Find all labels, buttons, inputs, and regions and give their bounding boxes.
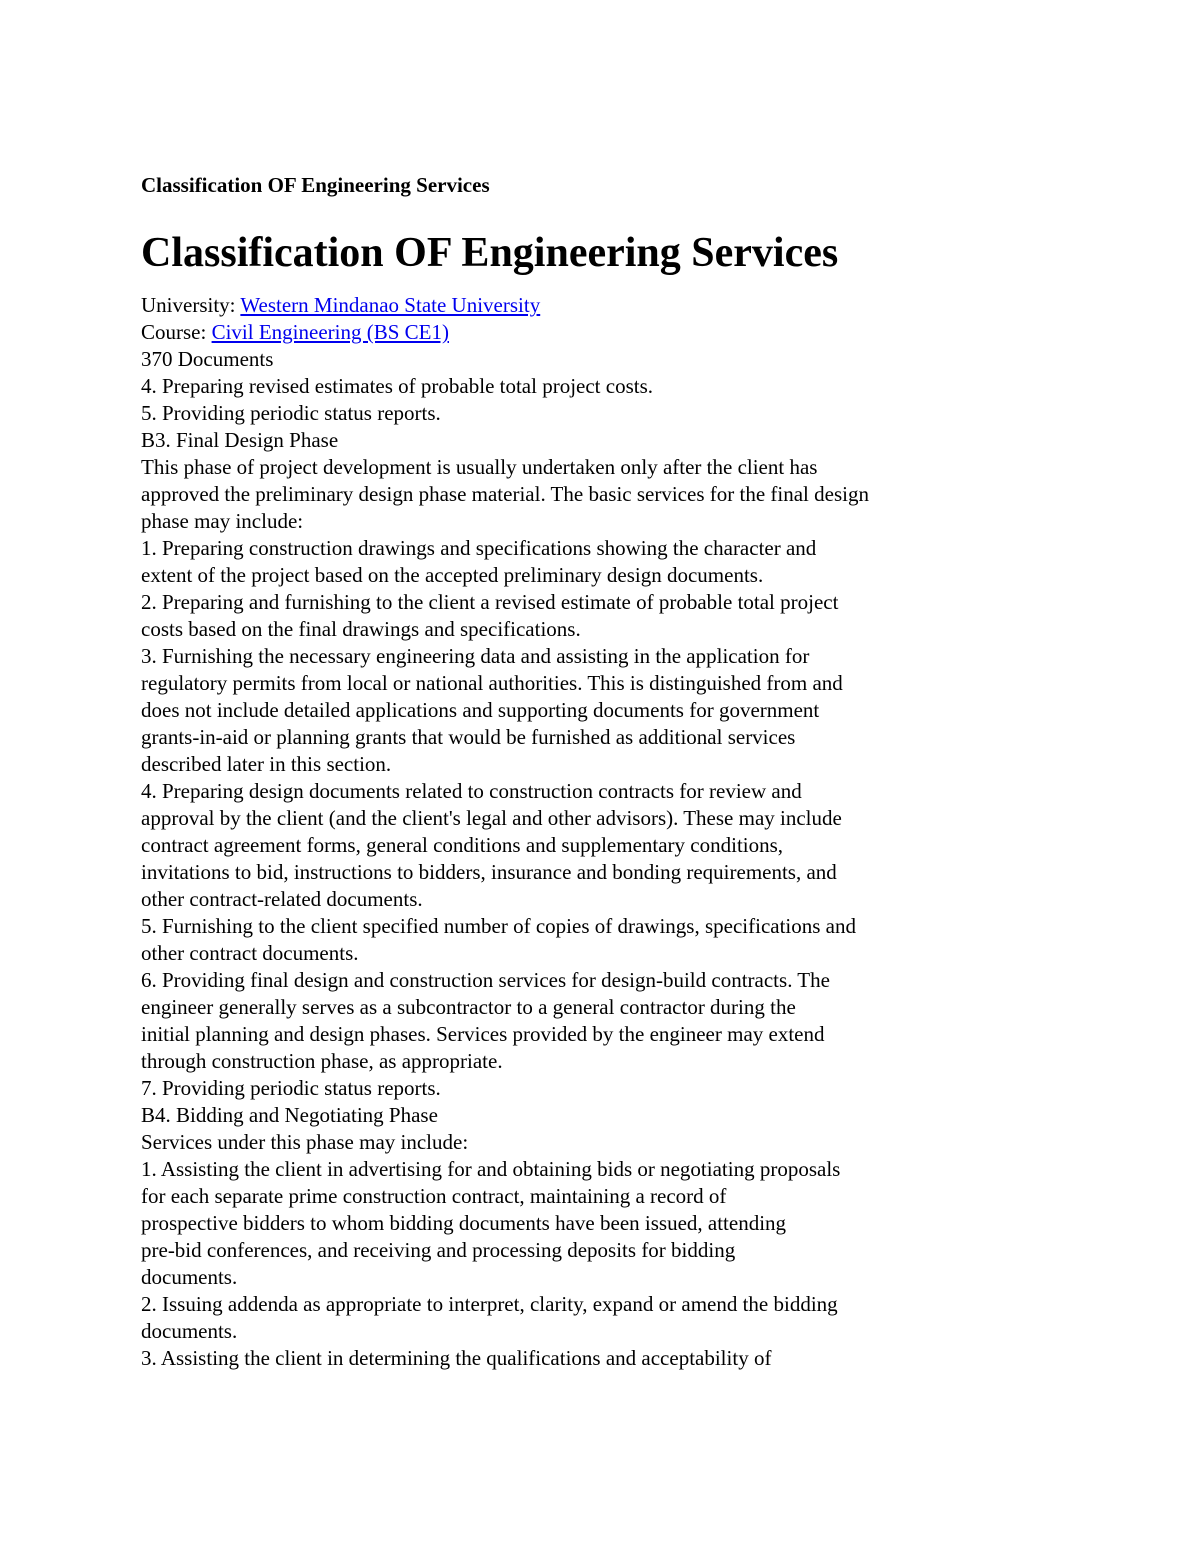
text-line: other contract documents. [141, 941, 359, 965]
text-line: documents. [141, 1265, 238, 1289]
text-line: 3. Assisting the client in determining the qualifications and acceptability of [141, 1346, 772, 1370]
text-line: does not include detailed applications and supporting documents for government [141, 698, 820, 722]
text-line: 4. Preparing design documents related to construction contracts for review and [141, 779, 802, 803]
text-line: 6. Providing final design and construction services for design-build contracts. The [141, 968, 830, 992]
text-line: prospective bidders to whom bidding documents have been issued, attending [141, 1211, 787, 1235]
text-line: regulatory permits from local or national authorities. This is distinguished from and [141, 671, 843, 695]
text-line: contract agreement forms, general conditions and supplementary conditions, [141, 833, 784, 857]
text-line: 5. Providing periodic status reports. [141, 401, 441, 425]
text-line: 4. Preparing revised estimates of probable total project costs. [141, 374, 654, 398]
document-page [141, 170, 1041, 1372]
text-line: engineer generally serves as a subcontractor to a general contractor during the [141, 995, 796, 1019]
text-line: other contract-related documents. [141, 887, 423, 911]
text-line: for each separate prime construction contract, maintaining a record of [141, 1184, 727, 1208]
text-line: phase may include: [141, 509, 304, 533]
text-line: described later in this section. [141, 752, 392, 776]
university-link[interactable]: Western Mindanao State University [240, 293, 541, 317]
text-line: 2. Preparing and furnishing to the client a revised estimate of probable total project [141, 590, 839, 614]
text-line: 1. Preparing construction drawings and specifications showing the character and [141, 536, 817, 560]
text-line: 5. Furnishing to the client specified number of copies of drawings, specifications and [141, 914, 856, 938]
text-line: through construction phase, as appropriate. [141, 1049, 503, 1073]
text-line: 1. Assisting the client in advertising for and obtaining bids or negotiating proposals [141, 1157, 841, 1181]
text-line: pre-bid conferences, and receiving and processing deposits for bidding [141, 1238, 736, 1262]
course-label: Course: [141, 320, 212, 344]
document-body [141, 292, 1041, 1372]
text-line: costs based on the final drawings and specifications. [141, 617, 581, 641]
text-line: 2. Issuing addenda as appropriate to interpret, clarity, expand or amend the bidding [141, 1292, 838, 1316]
text-line: Services under this phase may include: [141, 1130, 469, 1154]
section-heading-b3: B3. Final Design Phase [141, 428, 339, 452]
text-line: This phase of project development is usually undertaken only after the client has [141, 455, 818, 479]
university-label: University: [141, 293, 241, 317]
course-line [141, 319, 1041, 346]
documents-count: 370 Documents [141, 347, 274, 371]
document-text [141, 373, 1041, 1372]
text-line: 7. Providing periodic status reports. [141, 1076, 441, 1100]
text-line: invitations to bid, instructions to bidders, insurance and bonding requirements, and [141, 860, 837, 884]
text-line: initial planning and design phases. Services provided by the engineer may extend [141, 1022, 825, 1046]
document-main-title: Classification OF Engineering Services [141, 230, 839, 276]
section-heading-b4: B4. Bidding and Negotiating Phase [141, 1103, 438, 1127]
text-line: approval by the client (and the client's legal and other advisors). These may include [141, 806, 842, 830]
text-line: 3. Furnishing the necessary engineering data and assisting in the application for [141, 644, 810, 668]
course-link[interactable]: Civil Engineering (BS CE1) [211, 320, 449, 344]
document-small-title: Classification OF Engineering Services [141, 173, 490, 197]
text-line: documents. [141, 1319, 238, 1343]
text-line: extent of the project based on the accepted preliminary design documents. [141, 563, 764, 587]
text-line: approved the preliminary design phase material. The basic services for the final design [141, 482, 869, 506]
text-line: grants-in-aid or planning grants that would be furnished as additional services [141, 725, 796, 749]
university-line [141, 292, 1041, 319]
